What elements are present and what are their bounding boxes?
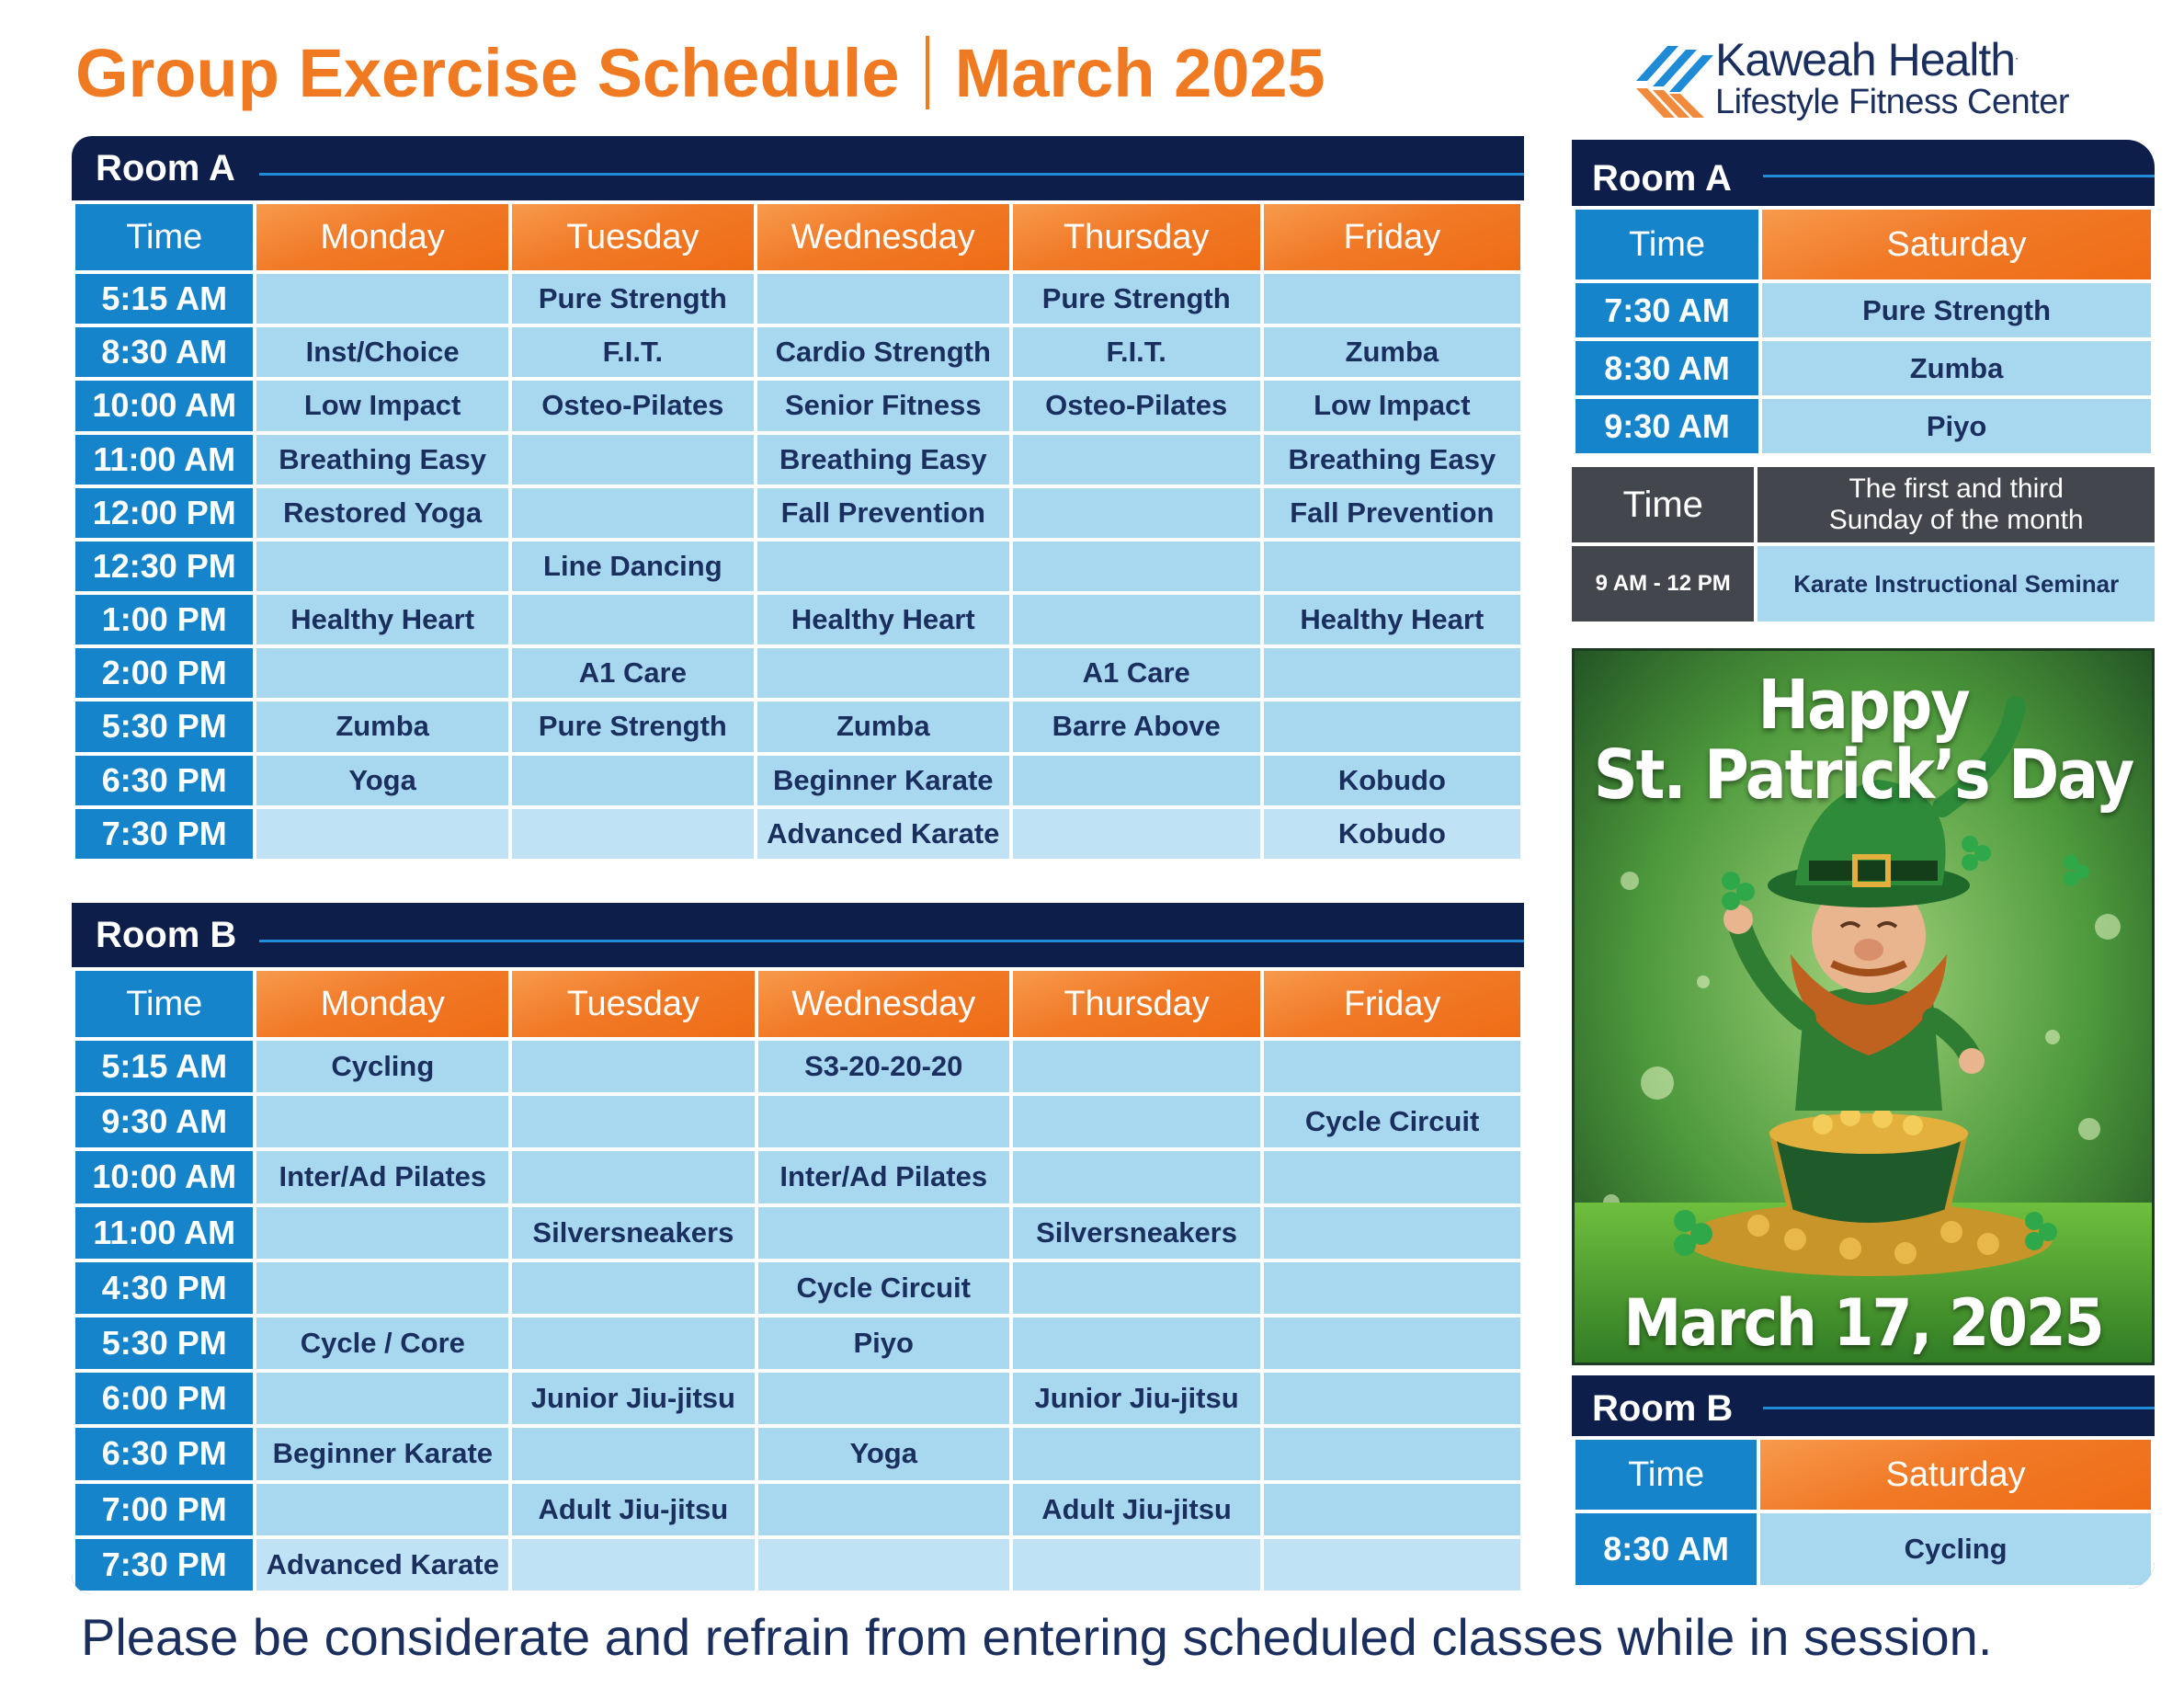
day-header-monday: Monday (256, 971, 508, 1037)
sunday-note-line2: Sunday of the month (1828, 505, 2084, 535)
time-slot: 11:00 AM (75, 1207, 253, 1259)
schedule-row (75, 1539, 1520, 1591)
schedule-row (1575, 1513, 2151, 1585)
schedule-row (75, 274, 1520, 324)
room-b-weekday-panel (72, 903, 1524, 1594)
room-a-saturday-panel (1572, 140, 2155, 457)
class-cell (512, 1096, 754, 1147)
time-slot: 7:30 AM (1575, 283, 1758, 337)
class-cell (256, 1262, 508, 1314)
class-cell: Low Impact (1264, 381, 1520, 430)
class-cell: F.I.T. (1013, 327, 1260, 377)
class-cell (1264, 542, 1520, 591)
class-cell (1264, 274, 1520, 324)
schedule-row (75, 542, 1520, 591)
class-cell: Inter/Ad Pilates (256, 1151, 508, 1203)
class-cell (1264, 1484, 1520, 1535)
day-header-thursday: Thursday (1013, 204, 1260, 270)
class-cell (256, 809, 507, 859)
class-cell (256, 1207, 508, 1259)
time-slot: 9:30 AM (1575, 399, 1758, 453)
class-cell: Beginner Karate (757, 756, 1009, 805)
class-cell (758, 1096, 1009, 1147)
class-cell: Inter/Ad Pilates (758, 1151, 1009, 1203)
class-cell (512, 1539, 754, 1591)
time-slot: 7:00 PM (75, 1484, 253, 1535)
schedule-row (75, 1317, 1520, 1369)
day-header-tuesday: Tuesday (512, 971, 754, 1037)
room-b-saturday-table (1572, 1436, 2155, 1589)
class-cell: Healthy Heart (757, 595, 1009, 644)
class-cell: Cycling (256, 1041, 508, 1092)
day-header-monday: Monday (256, 204, 507, 270)
saturday-header: Saturday (1760, 1440, 2151, 1510)
day-header-wednesday: Wednesday (757, 204, 1009, 270)
class-cell (758, 1484, 1009, 1535)
class-cell (512, 488, 754, 538)
class-cell (1264, 1373, 1520, 1424)
schedule-row (75, 1207, 1520, 1259)
class-cell: Kobudo (1264, 809, 1520, 859)
class-cell (1264, 1428, 1520, 1479)
class-cell (256, 1484, 508, 1535)
schedule-row (75, 1428, 1520, 1479)
class-cell (1264, 1539, 1520, 1591)
class-cell (1013, 1317, 1260, 1369)
class-cell (1013, 542, 1260, 591)
time-slot: 12:00 PM (75, 488, 253, 538)
class-cell (256, 274, 507, 324)
schedule-title: Group Exercise Schedule (75, 35, 900, 111)
class-cell (1013, 1151, 1260, 1203)
sunday-note (1757, 467, 2155, 542)
class-cell: Osteo-Pilates (1013, 381, 1260, 430)
class-cell: Senior Fitness (757, 381, 1009, 430)
class-cell (1013, 488, 1260, 538)
class-cell (1264, 701, 1520, 751)
time-header: Time (75, 971, 253, 1037)
class-cell (1264, 1317, 1520, 1369)
class-cell (758, 1207, 1009, 1259)
poster-happy: Happy (1757, 666, 1969, 745)
class-cell (256, 1373, 508, 1424)
time-slot: 8:30 AM (1575, 341, 1758, 395)
poster-st-patricks: St. Patrick’s Day (1593, 736, 2133, 815)
kaweah-logo (1627, 33, 2105, 125)
room-b-title: Room B (96, 915, 237, 955)
class-cell (1264, 1262, 1520, 1314)
class-cell (512, 595, 754, 644)
schedule-row (1575, 283, 2151, 337)
class-cell: Zumba (1264, 327, 1520, 377)
class-cell: Zumba (757, 701, 1009, 751)
class-cell (1013, 1041, 1260, 1092)
class-cell (512, 1428, 754, 1479)
time-slot: 8:30 AM (1575, 1513, 1757, 1585)
room-a-title: Room A (96, 148, 235, 188)
class-cell: Yoga (758, 1428, 1009, 1479)
sunday-time-header: Time (1572, 467, 1754, 542)
schedule-row (75, 327, 1520, 377)
class-cell: Junior Jiu-jitsu (1013, 1373, 1260, 1424)
class-cell (512, 1317, 754, 1369)
logo-name: Kaweah Health. (1715, 34, 2019, 86)
room-b-sat-title: Room B (1592, 1388, 1734, 1429)
class-cell: Inst/Choice (256, 327, 507, 377)
class-cell: Beginner Karate (256, 1428, 508, 1479)
schedule-row (1575, 341, 2151, 395)
class-cell: Advanced Karate (256, 1539, 508, 1591)
sunday-time: 9 AM - 12 PM (1572, 546, 1754, 622)
class-cell: S3-20-20-20 (758, 1041, 1009, 1092)
class-cell: Cycle / Core (256, 1317, 508, 1369)
class-cell: Fall Prevention (757, 488, 1009, 538)
class-cell: Healthy Heart (1264, 595, 1520, 644)
time-slot: 5:30 PM (75, 701, 253, 751)
class-cell: Line Dancing (512, 542, 754, 591)
class-cell: Cycle Circuit (1264, 1096, 1520, 1147)
class-cell (1013, 1428, 1260, 1479)
class-cell: Yoga (256, 756, 507, 805)
room-b-weekday-table (72, 967, 1524, 1594)
time-slot: 7:30 PM (75, 1539, 253, 1591)
class-cell (1013, 756, 1260, 805)
class-cell: Restored Yoga (256, 488, 507, 538)
class-cell: Breathing Easy (1264, 435, 1520, 485)
class-cell: Pure Strength (512, 701, 754, 751)
class-cell (758, 1373, 1009, 1424)
time-header: Time (1575, 1440, 1757, 1510)
sunday-note-line1: The first and third (1848, 473, 2064, 504)
class-cell (1264, 648, 1520, 698)
class-cell: Osteo-Pilates (512, 381, 754, 430)
class-cell (1013, 809, 1260, 859)
footer-notice: Please be considerate and refrain from entering scheduled classes while in session. (81, 1608, 1993, 1666)
class-cell: Silversneakers (512, 1207, 754, 1259)
class-cell: Pure Strength (512, 274, 754, 324)
time-header: Time (1575, 210, 1758, 279)
time-slot: 6:30 PM (75, 756, 253, 805)
poster-date: March 17, 2025 (1623, 1285, 2103, 1361)
class-cell (1013, 1262, 1260, 1314)
time-slot: 2:00 PM (75, 648, 253, 698)
class-cell: Barre Above (1013, 701, 1260, 751)
class-cell (256, 542, 507, 591)
schedule-row (75, 435, 1520, 485)
class-cell (1013, 595, 1260, 644)
saturday-header: Saturday (1762, 210, 2151, 279)
class-cell: Cardio Strength (757, 327, 1009, 377)
class-cell (757, 542, 1009, 591)
schedule-row (75, 381, 1520, 430)
room-a-sat-title: Room A (1592, 158, 1732, 199)
class-cell: Piyo (1762, 399, 2151, 453)
time-slot: 8:30 AM (75, 327, 253, 377)
class-cell: Advanced Karate (757, 809, 1009, 859)
class-cell (512, 1262, 754, 1314)
room-a-saturday-table (1572, 206, 2155, 457)
class-cell: Kobudo (1264, 756, 1520, 805)
class-cell: Adult Jiu-jitsu (512, 1484, 754, 1535)
time-slot: 5:30 PM (75, 1317, 253, 1369)
room-a-weekday-table (72, 200, 1524, 862)
time-slot: 10:00 AM (75, 381, 253, 430)
class-cell: Silversneakers (1013, 1207, 1260, 1259)
class-cell: A1 Care (512, 648, 754, 698)
schedule-row (75, 1484, 1520, 1535)
logo-subtitle: Lifestyle Fitness Center (1715, 83, 2070, 121)
schedule-row (75, 488, 1520, 538)
class-cell: Junior Jiu-jitsu (512, 1373, 754, 1424)
class-cell (1013, 1096, 1260, 1147)
time-slot: 5:15 AM (75, 274, 253, 324)
schedule-row (75, 1151, 1520, 1203)
day-header-friday: Friday (1264, 971, 1520, 1037)
class-cell: Piyo (758, 1317, 1009, 1369)
class-cell (512, 809, 754, 859)
class-cell (256, 648, 507, 698)
room-b-saturday-panel (1572, 1375, 2155, 1589)
schedule-row (75, 1262, 1520, 1314)
schedule-row (75, 1373, 1520, 1424)
class-cell (512, 1041, 754, 1092)
schedule-row (1575, 399, 2151, 453)
class-cell: Breathing Easy (256, 435, 507, 485)
page-title (75, 28, 1325, 120)
schedule-row (75, 1096, 1520, 1147)
schedule-month: March 2025 (954, 35, 1325, 111)
title-separator (926, 36, 929, 109)
class-cell (758, 1539, 1009, 1591)
schedule-row (75, 1041, 1520, 1092)
time-header: Time (75, 204, 253, 270)
class-cell: A1 Care (1013, 648, 1260, 698)
class-cell (256, 1096, 508, 1147)
day-header-thursday: Thursday (1013, 971, 1260, 1037)
time-slot: 12:30 PM (75, 542, 253, 591)
schedule-row (75, 648, 1520, 698)
time-slot: 6:00 PM (75, 1373, 253, 1424)
class-cell (757, 274, 1009, 324)
sunday-panel (1568, 463, 2158, 622)
time-slot: 5:15 AM (75, 1041, 253, 1092)
schedule-row (75, 595, 1520, 644)
class-cell (1264, 1151, 1520, 1203)
schedule-row (75, 756, 1520, 805)
class-cell: Healthy Heart (256, 595, 507, 644)
class-cell (512, 756, 754, 805)
class-cell (1264, 1207, 1520, 1259)
time-slot: 6:30 PM (75, 1428, 253, 1479)
class-cell (512, 435, 754, 485)
st-patricks-poster (1572, 648, 2155, 1365)
time-slot: 9:30 AM (75, 1096, 253, 1147)
sunday-event: Karate Instructional Seminar (1757, 546, 2155, 622)
schedule-row (75, 701, 1520, 751)
day-header-wednesday: Wednesday (758, 971, 1009, 1037)
schedule-row (75, 809, 1520, 859)
class-cell: Fall Prevention (1264, 488, 1520, 538)
class-cell (1013, 435, 1260, 485)
room-a-weekday-panel (72, 136, 1524, 862)
class-cell (757, 648, 1009, 698)
class-cell: Pure Strength (1762, 283, 2151, 337)
class-cell: Low Impact (256, 381, 507, 430)
class-cell (1013, 1539, 1260, 1591)
class-cell: Cycle Circuit (758, 1262, 1009, 1314)
class-cell: F.I.T. (512, 327, 754, 377)
class-cell: Adult Jiu-jitsu (1013, 1484, 1260, 1535)
time-slot: 7:30 PM (75, 809, 253, 859)
day-header-friday: Friday (1264, 204, 1520, 270)
class-cell (512, 1151, 754, 1203)
day-header-tuesday: Tuesday (512, 204, 754, 270)
time-slot: 1:00 PM (75, 595, 253, 644)
kaweah-stripes-icon (1627, 33, 1719, 121)
class-cell: Breathing Easy (757, 435, 1009, 485)
class-cell (1264, 1041, 1520, 1092)
class-cell: Zumba (1762, 341, 2151, 395)
time-slot: 4:30 PM (75, 1262, 253, 1314)
time-slot: 10:00 AM (75, 1151, 253, 1203)
class-cell: Zumba (256, 701, 507, 751)
time-slot: 11:00 AM (75, 435, 253, 485)
class-cell: Pure Strength (1013, 274, 1260, 324)
class-cell: Cycling (1760, 1513, 2151, 1585)
